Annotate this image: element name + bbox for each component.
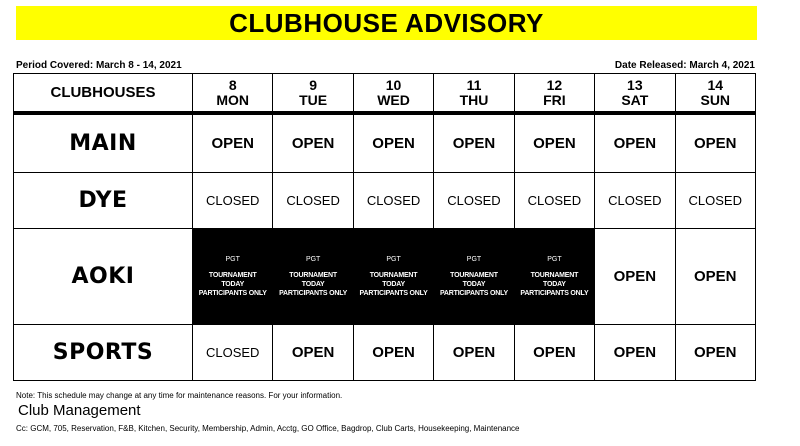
event-cell (434, 229, 514, 324)
status-cell: OPEN (273, 113, 353, 173)
event-text: TODAY (462, 281, 486, 289)
status-cell: CLOSED (193, 324, 273, 380)
event-text: TOURNAMENT (208, 272, 257, 280)
event-text: TOURNAMENT (450, 272, 498, 280)
day-number: 8 (228, 76, 237, 93)
status-cell: OPEN (514, 113, 594, 173)
event-cell (193, 229, 273, 324)
event-cell (353, 229, 433, 324)
status-cell: OPEN (353, 113, 433, 173)
event-text: TODAY (301, 281, 325, 289)
event-cell (273, 229, 353, 324)
event-text: TODAY (543, 281, 566, 289)
schedule-table (13, 73, 756, 381)
day-header-mon (193, 74, 273, 114)
status-cell: CLOSED (595, 173, 675, 229)
day-header-thu (434, 74, 514, 114)
signature: Club Management (18, 402, 141, 419)
status-cell: OPEN (514, 324, 594, 380)
event-text: PARTICIPANTS ONLY (359, 290, 428, 298)
clubhouse-name: MAIN (14, 113, 193, 173)
day-name: MON (216, 91, 250, 108)
date-released: Date Released: March 4, 2021 (614, 60, 755, 71)
advisory-banner (16, 6, 757, 40)
clubhouse-row-sports (14, 324, 756, 380)
status-cell: OPEN (353, 324, 433, 380)
day-number: 13 (627, 76, 643, 93)
day-number: 9 (309, 76, 318, 93)
day-name: SAT (621, 91, 649, 108)
status-cell: CLOSED (353, 173, 433, 229)
event-label: PGT (386, 256, 401, 264)
event-text: TOURNAMENT (289, 272, 337, 280)
day-header-fri (514, 74, 594, 114)
event-text: PARTICIPANTS ONLY (198, 290, 267, 298)
day-number: 12 (546, 76, 563, 93)
event-text: TOURNAMENT (530, 272, 579, 280)
event-text: PARTICIPANTS ONLY (279, 290, 348, 298)
schedule-note: Note: This schedule may change at any time for maintenance reasons. For your information. (16, 391, 343, 400)
period-covered: Period Covered: March 8 - 14, 2021 (16, 60, 182, 71)
clubhouse-name: AOKI (14, 229, 193, 324)
day-name: SUN (700, 91, 731, 108)
event-text: TODAY (382, 281, 405, 289)
day-name: FRI (543, 91, 566, 108)
status-cell: OPEN (273, 324, 353, 380)
clubhouse-name: SPORTS (14, 324, 193, 380)
status-cell: OPEN (193, 113, 273, 173)
status-cell: OPEN (675, 229, 755, 324)
day-header-sat (595, 74, 675, 114)
event-text: TOURNAMENT (369, 272, 418, 280)
day-name: THU (459, 91, 489, 108)
day-number: 10 (385, 76, 402, 93)
cc-list: Cc: GCM, 705, Reservation, F&B, Kitchen, Security, Membership, Admin, Acctg, GO Office, Bagdrop, Club Carts, Housekeeping, Maintenance (16, 424, 520, 433)
event-label: PGT (305, 256, 321, 264)
event-label: PGT (547, 256, 562, 264)
event-label: PGT (225, 256, 240, 264)
clubhouse-row-aoki (14, 229, 756, 324)
status-cell: CLOSED (675, 173, 755, 229)
status-cell: OPEN (675, 324, 755, 380)
page-title: CLUBHOUSE ADVISORY (229, 7, 544, 38)
status-cell: OPEN (595, 113, 675, 173)
status-cell: CLOSED (193, 173, 273, 229)
clubhouses-header: CLUBHOUSES (14, 74, 193, 114)
status-cell: OPEN (595, 324, 675, 380)
status-cell: CLOSED (273, 173, 353, 229)
status-cell: OPEN (675, 113, 755, 173)
event-cell (514, 229, 594, 324)
day-header-tue (273, 74, 353, 114)
day-number: 14 (707, 76, 724, 93)
status-cell: OPEN (434, 324, 514, 380)
clubhouse-name: DYE (14, 173, 193, 229)
clubhouse-row-dye (14, 173, 756, 229)
status-cell: OPEN (434, 113, 514, 173)
day-name: TUE (299, 91, 328, 108)
day-name: WED (377, 91, 410, 108)
event-label: PGT (466, 256, 482, 264)
event-text: PARTICIPANTS ONLY (520, 290, 589, 298)
day-header-sun (675, 74, 755, 114)
header-row (14, 74, 756, 114)
event-text: TODAY (221, 281, 245, 289)
clubhouse-row-main (14, 113, 756, 173)
status-cell: CLOSED (514, 173, 594, 229)
status-cell: CLOSED (434, 173, 514, 229)
day-number: 11 (466, 76, 482, 93)
event-text: PARTICIPANTS ONLY (439, 290, 508, 298)
status-cell: OPEN (595, 229, 675, 324)
day-header-wed (353, 74, 433, 114)
